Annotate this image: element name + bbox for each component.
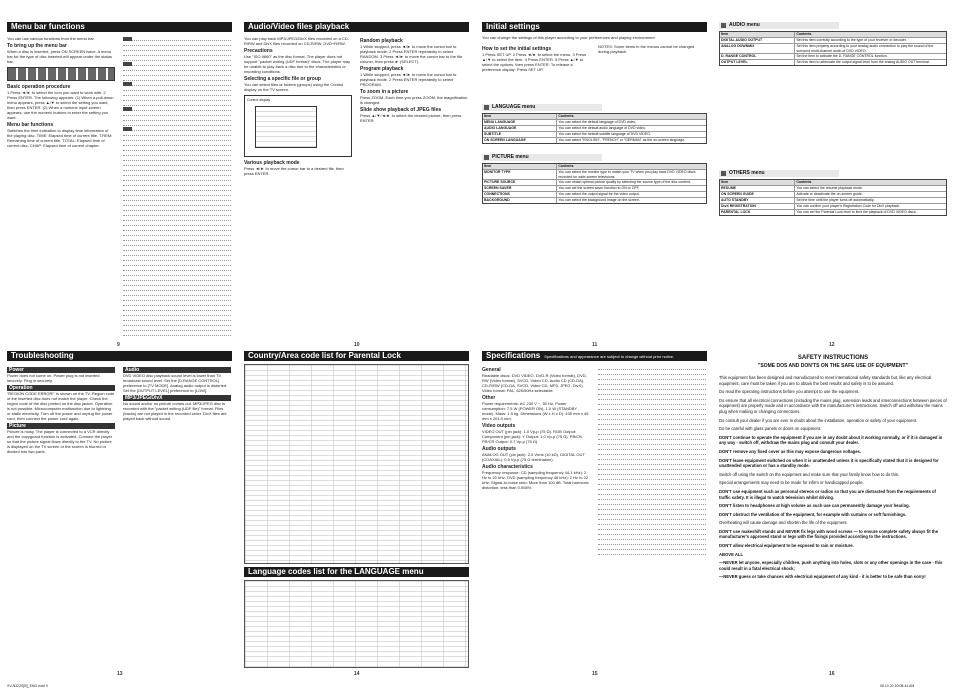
others-table-item: AUTO STANDBY bbox=[720, 198, 795, 203]
page-10-title: Audio/Video files playback bbox=[244, 22, 469, 32]
p9-s2-heading: Basic operation procedure bbox=[7, 84, 71, 90]
others-table-contents: You can select the resume playback mode. bbox=[796, 186, 863, 190]
audio-table-contents: Set the item to activate the D. RANGE CONTROL function. bbox=[796, 54, 888, 58]
language-table-row bbox=[483, 138, 706, 143]
p9-menubar-image bbox=[7, 67, 115, 81]
p10-intro: You can play back MP3/JPEG/DivX files recorded on a CD-R/RW and DivX files recorded on CD-R/RW, DVD+R/RW. bbox=[244, 36, 350, 46]
page-15-col-left bbox=[482, 365, 590, 490]
audio-table-row bbox=[720, 44, 946, 54]
audio-table-item: ANALOG DOWNMIX bbox=[720, 44, 795, 53]
p15-video-body: VIDEO OUT (pin jack): 1.0 Vp-p (75 Ω). RGB Output: Component (pin jack): Y Output: 1.0 Vp-p (75 Ω). PB/CB, PR/CR Output: 0.7 Vp-p (75 Ω). bbox=[482, 429, 583, 444]
p10-s4-heading: Random playback bbox=[360, 38, 403, 44]
others-table-item: PARENTAL LOCK bbox=[720, 210, 795, 215]
page-10-col-right bbox=[360, 36, 468, 123]
picture-menu-header: PICTURE menu bbox=[482, 154, 602, 161]
menu-icon bbox=[123, 62, 132, 66]
p14-audio-heading: Audio bbox=[123, 367, 231, 373]
picture-table-item: Item bbox=[483, 164, 557, 169]
safety-paragraph: DON'T leave equipment switched on when it is unattended unless it is specifically stated that it is designed for unattended operation or has a standby mode. bbox=[719, 457, 939, 469]
picture-table-contents: You can select the output signal for the video output. bbox=[558, 192, 640, 196]
audio-table-contents: Set this item properly according to your analog audio connection to play the sound of the surround multi-channel audio of DVD VIDEO. bbox=[796, 44, 934, 53]
language-table-item: AUDIO LANGUAGE bbox=[483, 126, 557, 131]
country-code-table bbox=[244, 364, 469, 564]
p10-s2-heading: Selecting a specific file or group bbox=[244, 76, 321, 82]
page-13-title: Troubleshooting bbox=[7, 351, 232, 361]
page-9 bbox=[7, 22, 232, 352]
others-table-item: Item bbox=[720, 180, 795, 185]
menu-icon bbox=[123, 107, 132, 111]
p10-s4-body: 1 While stopped, press ◄/► to move the cursor bar to playback mode. 2 Press ENTER repeatedly to select RANDOM. 3 Press ◄/► to move the cursor bar to the file column, then press ► (SELECT). bbox=[360, 44, 463, 64]
footer-right: 08.10.20 10:08:44 AM bbox=[880, 684, 915, 688]
p13-power-heading: Power bbox=[7, 367, 115, 373]
p11-s1-body: 1 Press SET UP. 2 Press ◄/► to select the menu. 3 Press ▲/▼ to select the item. 4 Press ENTER. 5 Press ▲/▼ to select the options, then press ENTER. To release a preference display: Press SET UP. bbox=[482, 52, 587, 72]
p13-operation-body: "REGION CODE ERROR!" is shown on the TV. Region code of the inserted disc does not match the player. Check the region code of the disc printed on the disc jacket. Operation is not possible. Microcomputer malfunction due to lightning or static electricity. Turn off the power and unplug the power cord, then connect the power cord again. bbox=[7, 391, 115, 421]
safety-paragraph: —NEVER let anyone, especially children, push anything into holes, slots or any other openings in the case - this could result in a fatal electrical shock; bbox=[719, 560, 943, 571]
p15-perf-body: Frequency response: CD (sampling frequency 44.1 kHz): 2 Hz to 20 kHz. DVD (sampling frequency 48 kHz): 2 Hz to 22 kHz. Signal-to-noise ratio: More than 100 dB. Total harmonic distortion: less than 0.008%. bbox=[482, 470, 589, 490]
p15-audio-heading: Audio outputs bbox=[482, 446, 516, 452]
p15-other-heading: Other bbox=[482, 395, 496, 401]
picture-table-item: PICTURE SOURCE bbox=[483, 180, 557, 185]
p10-s7-body: Press ▲/▼/◄/► to select the desired picture, then press ENTER. bbox=[360, 113, 462, 123]
language-table-item: SUBTITLE bbox=[483, 132, 557, 137]
others-menu-table bbox=[719, 179, 947, 216]
picture-table-item: SCREEN SAVER bbox=[483, 186, 557, 191]
page-10-col-left bbox=[244, 36, 352, 176]
audio-table-row bbox=[720, 60, 946, 65]
picture-table-contents: You can obtain optimal picture quality by selecting the source type of the disc content. bbox=[558, 180, 691, 184]
others-table-contents: You can set the Parental Lock level to limit the playback of DVD VIDEO discs. bbox=[796, 210, 917, 214]
page-11-title: Initial settings bbox=[482, 22, 707, 32]
page-13-col-right bbox=[123, 365, 231, 421]
others-table-row bbox=[720, 210, 946, 215]
p9-s1-body: When a disc is inserted, press ON SCREEN twice. A menu bar for the type of disc inserted will appear under the status bar. bbox=[7, 49, 112, 64]
picture-table-contents: You can select the monitor type to match your TV when you play back DVD VIDEO discs recorded for wide-screen televisions. bbox=[558, 170, 696, 179]
p9-s3-heading: Menu bar functions bbox=[7, 122, 54, 128]
p15-general-heading: General bbox=[482, 367, 501, 373]
safety-paragraph: This equipment has been designed and manufactured to meet international safety standards but, like any electrical equipment, care must be taken if you are to obtain the best results and safety is to be assured. bbox=[719, 375, 932, 386]
language-table-contents: You can select "ENGLISH", "FRENCH" or "GERMAN" as the on-screen language. bbox=[558, 138, 686, 142]
menu-icon bbox=[123, 37, 132, 41]
others-table-contents: You can confirm your player's Registration Code for DivX playback. bbox=[796, 204, 901, 208]
p9-s2-body: 1 Press ◄/► to select the icon you want to work with. 2 Press ENTER. The following appears: (1) When a pull-down menu appears, press ▲/▼ to select the setting you want, then press ENTER. (2) When a numeric input screen appears, use the numeric buttons to enter the setting you want. bbox=[7, 90, 114, 120]
safety-paragraph: DON'T allow electrical equipment to be exposed to rain or moisture. bbox=[719, 543, 854, 549]
page-11-notes: NOTES: Some items in the menus cannot be changed during playback. bbox=[598, 44, 695, 54]
page-14-language-title: Language codes list for the LANGUAGE menu bbox=[244, 567, 469, 577]
audio-menu-header: AUDIO menu bbox=[719, 22, 839, 29]
safety-paragraph: Do consult your dealer if you are ever in doubt about the installation, operation or safety of your equipment. bbox=[719, 417, 918, 423]
page-10-number: 10 bbox=[354, 342, 360, 348]
page-11-intro: You can change the settings of this player according to your preferences and playing environment. bbox=[482, 35, 656, 40]
safety-paragraph: DON'T continue to operate the equipment if you are in any doubt about it working normally, or if it is damaged in any way - switch off, withdraw the mains plug and consult your dealer. bbox=[719, 434, 943, 446]
p14-mp3-body: No sound and/or no picture comes out. MP3/JPEG disc is recorded with the "packet writing (UDF file)" format. Files (tracks) are not played in the recorded order. DivX files are played back without sound. bbox=[123, 401, 227, 421]
specifications-title: Specifications bbox=[486, 351, 541, 360]
page-16-number: 16 bbox=[829, 671, 835, 677]
page-15-col-right bbox=[598, 365, 706, 555]
language-table-contents: You can select the default audio language of DVD video. bbox=[558, 126, 646, 130]
p10-s1-body: Use "ISO 9660" as the disc format. The player does not support "packet writing (UDF format)" discs. The player may be unable to play back a disc due to the characteristics or recording conditions. bbox=[244, 54, 351, 74]
audio-table-item: DIGITAL AUDIO OUTPUT bbox=[720, 38, 795, 43]
p11-s1-heading: How to set the initial settings bbox=[482, 46, 552, 52]
safety-paragraph: DON'T remove any fixed cover as this may expose dangerous voltages. bbox=[719, 448, 862, 454]
picture-table-row bbox=[483, 198, 706, 203]
safety-paragraph: —NEVER guess or take chances with electrical equipment of any kind - it is better to be safe than sorry! bbox=[719, 574, 926, 580]
page-11 bbox=[482, 22, 707, 352]
p10-s7-heading: Slide show playback of JPEG files bbox=[360, 107, 442, 113]
p10-s3-heading: Various playback mode bbox=[244, 160, 300, 166]
page-14-number: 14 bbox=[354, 671, 360, 677]
p10-s6-body: Press ZOOM. Each time you press ZOOM, the magnification is changed. bbox=[360, 95, 468, 105]
page-13-col bbox=[7, 365, 115, 454]
p13-picture-body: Picture is noisy. The player is connected to a VCR directly and the copyguard function is activated. Connect the player so that the picture signal flows directly to the TV. No picture is displayed on the TV screen or the screen is blurred or divided into two parts. bbox=[7, 429, 113, 454]
audio-table-contents: Contents bbox=[796, 32, 812, 36]
safety-paragraph: Special arrangements may need to be made for infirm or handicapped people. bbox=[719, 480, 864, 486]
safety-paragraph: Switch off using the switch on the equipment and make sure that your family know how to do this. bbox=[719, 471, 900, 477]
safety-title: SAFETY INSTRUCTIONS bbox=[797, 355, 869, 361]
specifications-subtitle: Specifications and appearance are subject to change without prior notice. bbox=[544, 354, 675, 359]
others-table-contents: Set the time until the player turns off automatically. bbox=[796, 198, 875, 202]
others-table-item: DivX REGISTRATION bbox=[720, 204, 795, 209]
language-menu-table bbox=[482, 113, 707, 144]
audio-table-contents: Set this item correctly according to the type of your receiver or decoder. bbox=[796, 38, 907, 42]
safety-paragraph: DON'T obstruct the ventilation of the equipment, for example with curtains or soft furnishings. bbox=[719, 511, 907, 517]
p10-s2-body: You can select files or folders (groups) using the Control display on the TV screen. bbox=[244, 82, 344, 92]
language-table-item: MENU LANGUAGE bbox=[483, 120, 557, 125]
language-table-contents: You can select the default language of DVD video. bbox=[558, 120, 637, 124]
page-9-title: Menu bar functions bbox=[7, 22, 232, 32]
p10-s5-body: 1 While stopped, press ◄/► to move the cursor bar to playback mode. 2 Press ENTER repeatedly to select PROGRAM. bbox=[360, 72, 457, 87]
language-table-item: ON SCREEN LANGUAGE bbox=[483, 138, 557, 143]
p10-s5-heading: Program playback bbox=[360, 66, 404, 72]
page-14-country-title: Country/Area code list for Parental Lock bbox=[244, 351, 469, 361]
diagram-screen bbox=[255, 106, 317, 148]
p15-perf-heading: Audio characteristics bbox=[482, 464, 533, 470]
picture-table-row bbox=[483, 170, 706, 180]
others-table-contents: Contents bbox=[796, 180, 812, 184]
safety-paragraph: Do be careful with glass panels or doors on equipment. bbox=[719, 426, 822, 432]
page-13 bbox=[7, 351, 232, 681]
picture-table-contents: You can set the screen saver function to ON or OFF. bbox=[558, 186, 640, 190]
page-12 bbox=[719, 22, 947, 352]
picture-table-contents: Contents bbox=[558, 164, 574, 168]
others-table-item: RESUME bbox=[720, 186, 795, 191]
page-10 bbox=[244, 22, 469, 352]
p10-s3-body: Press ◄/► to move the cursor bar to a desired file, then press ENTER. bbox=[244, 166, 344, 176]
safety-paragraph: Overheating will cause damage and shorten the life of the equipment. bbox=[719, 520, 848, 526]
language-table-contents: You can select the default subtitle language of DVD VIDEO. bbox=[558, 132, 651, 136]
others-menu-header: OTHERS menu bbox=[719, 170, 839, 177]
page-13-number: 13 bbox=[117, 671, 123, 677]
p14-mp3-heading: MP3/JPEG/DivX bbox=[123, 395, 231, 401]
safety-paragraph: DON'T use equipment such as personal stereos or radios so that you are distracted from the requirements of traffic safety. It is illegal to watch television whilst driving. bbox=[719, 488, 936, 500]
safety-paragraphs bbox=[719, 375, 947, 583]
p13-picture-heading: Picture bbox=[7, 423, 115, 429]
footer-left: XV-N322S[B]_ENG.indd 9 bbox=[7, 684, 48, 688]
safety-paragraph: ABOVE ALL bbox=[719, 551, 744, 557]
page-15-title bbox=[482, 351, 707, 361]
language-table-item: Item bbox=[483, 114, 557, 119]
safety-paragraph: DON'T use makeshift stands and NEVER fix legs with wood screws — to ensure complete safety always fit the manufacturer's approved stand or legs with the fixings provided according to the instructions. bbox=[719, 528, 939, 540]
p13-power-body: Power does not come on. Power plug is not inserted securely. Plug in securely. bbox=[7, 373, 100, 383]
language-code-table bbox=[244, 580, 469, 668]
safety-paragraph: Do ensure that all electrical connections (including the mains plug, extension leads and interconnections between pieces of equipment) are properly made and in accordance with the manufacturer's instructions. Switch off and withdraw the mains plug when making or changing connections. bbox=[719, 397, 947, 414]
audio-table-item: D. RANGE CONTROL bbox=[720, 54, 795, 59]
p9-s3-body: Switches the time indication to display time information of the playing disc. TIME: Elapsed time of current title. T.REM: Remaining time of current title. TOTAL: Elapsed time of current disc. CHAP: Elapsed time of current chapter. bbox=[7, 128, 113, 148]
diagram-label: Control display bbox=[247, 98, 271, 102]
audio-menu-table bbox=[719, 31, 947, 66]
page-14 bbox=[244, 351, 469, 681]
page-11-number: 11 bbox=[592, 342, 598, 348]
safety-subtitle: "SOME DOS AND DON'TS ON THE SAFE USE OF EQUIPMENT" bbox=[758, 363, 908, 369]
p15-other-body: Power requirements: AC 230 V ~, 50 Hz. Power consumption: 7.5 W (POWER ON), 1.0 W (STANDBY mode). Mass: 1.5 kg. Dimensions (W x H x D): 435 mm x 45 mm x 201.5 mm. bbox=[482, 401, 589, 421]
audio-table-item: OUTPUT LEVEL bbox=[720, 60, 795, 65]
page-12-number: 12 bbox=[829, 342, 835, 348]
p13-operation-heading: Operation bbox=[7, 385, 115, 391]
page-11-steps bbox=[482, 44, 590, 72]
picture-table-item: BACKGROUND bbox=[483, 198, 557, 203]
menu-icon bbox=[123, 82, 132, 86]
p15-video-heading: Video outputs bbox=[482, 423, 516, 429]
menu-icon bbox=[123, 127, 132, 131]
safety-paragraph: Do read the operating instructions before you attempt to use the equipment. bbox=[719, 389, 860, 395]
language-menu-header: LANGUAGE menu bbox=[482, 104, 602, 111]
safety-paragraph: DON'T listen to headphones at high volume as such use can permanently damage your hearing. bbox=[719, 503, 910, 509]
page-9-col-right bbox=[123, 36, 231, 336]
p10-s1-heading: Precautions bbox=[244, 48, 273, 54]
picture-menu-table bbox=[482, 163, 707, 204]
page-9-number: 9 bbox=[117, 342, 120, 348]
page-9-col-left bbox=[7, 36, 115, 148]
picture-table-contents: You can select the background image on the screen. bbox=[558, 198, 640, 202]
p9-intro: You can use various functions from the menu bar. bbox=[7, 36, 95, 41]
p10-s6-heading: To zoom in a picture bbox=[360, 89, 409, 95]
others-table-contents: Activate or deactivate the on-screen guide. bbox=[796, 192, 863, 196]
page-15 bbox=[482, 351, 707, 681]
p9-s1-heading: To bring up the menu bar bbox=[7, 43, 67, 49]
control-display-diagram bbox=[244, 95, 352, 157]
others-table-item: ON SCREEN GUIDE bbox=[720, 192, 795, 197]
language-table-contents: Contents bbox=[558, 114, 574, 118]
audio-table-item: Item bbox=[720, 32, 795, 37]
p15-general-body: Readable discs: DVD VIDEO, DVD-R (Video format), DVD-RW (Video format), SVCD, Video CD, Audio CD (CD-DA), CD-R/RW (CD-DA, SVCD, Video CD, MP3, JPEG, DivX). Video format: PAL, 625/50Hz selectable. bbox=[482, 373, 587, 393]
p15-audio-body: ANALOG OUT (pin jack): 2.0 Vrms (10 kΩ). DIGITAL OUT (COAXIAL): 0.5 Vp-p (75 Ω termination). bbox=[482, 452, 585, 462]
page-15-number: 15 bbox=[592, 671, 598, 677]
audio-table-contents: Set this item to attenuate the output signal level from the analog AUDIO OUT terminal. bbox=[796, 60, 930, 64]
picture-table-item: CONNECTIONS bbox=[483, 192, 557, 197]
p14-audio-body: DVD VIDEO disc playback sound level is lower than TV broadcast sound level. Set the [D.RANGE CONTROL] preference to [TV MODE]. Analog audio output is distorted. Set the [OUTPUT LEVEL] preference to [LOW]. bbox=[123, 373, 228, 393]
page-16 bbox=[719, 351, 947, 681]
picture-table-item: MONITOR TYPE bbox=[483, 170, 557, 179]
